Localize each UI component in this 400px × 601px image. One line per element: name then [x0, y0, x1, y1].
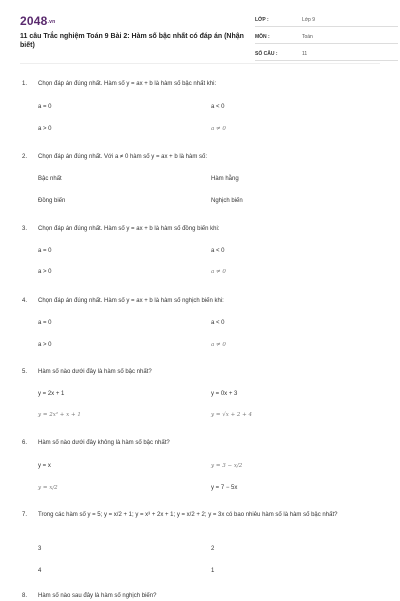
question-number: 7. — [22, 512, 28, 518]
logo-text: 2048 — [20, 14, 48, 28]
question-4 — [22, 297, 378, 306]
answer-option[interactable]: y = 3 − x/2 — [211, 463, 243, 469]
answer-option[interactable]: 4 — [38, 568, 42, 574]
answer-option[interactable]: a = 0 — [38, 104, 52, 110]
question-number: 4. — [22, 298, 28, 304]
answer-option[interactable]: a = 0 — [38, 248, 52, 254]
answer-option[interactable]: y = 2x + 1 — [38, 391, 65, 397]
question-text: Hàm số nào dưới đây là hàm số bậc nhất? — [38, 369, 152, 375]
logo-suffix: .vn — [47, 18, 56, 25]
answer-option[interactable]: a ≠ 0 — [211, 342, 226, 348]
answer-option[interactable]: a < 0 — [211, 320, 225, 326]
question-6 — [22, 439, 378, 448]
answer-option[interactable]: Đồng biến — [38, 198, 66, 204]
document-title: 11 câu Trắc nghiệm Toán 9 Bài 2: Hàm số bậc nhất có đáp án (Nhận biết) — [20, 33, 244, 49]
question-text: Chọn đáp án đúng nhất. Với a ≠ 0 hàm số y = ax + b là hàm số: — [38, 154, 207, 160]
question-text: Hàm số nào dưới đây không là hàm số bậc nhất? — [38, 440, 170, 446]
question-number: 1. — [22, 81, 28, 87]
answer-option[interactable]: 2 — [211, 546, 215, 552]
answer-option[interactable]: a > 0 — [38, 126, 52, 132]
answer-option[interactable]: y = x — [38, 463, 51, 469]
question-stem — [22, 80, 378, 89]
meta-value: Lớp 9 — [302, 17, 316, 23]
meta-row-class — [255, 14, 398, 27]
answer-option[interactable]: y = x/2 — [38, 485, 58, 491]
header-divider — [20, 63, 380, 64]
answer-option[interactable]: y = √x + 2 + 4 — [211, 412, 253, 418]
question-stem — [22, 439, 378, 448]
question-text: Chọn đáp án đúng nhất. Hàm số y = ax + b là hàm số đồng biến khi: — [38, 226, 220, 232]
meta-value: Toán — [302, 34, 313, 40]
answer-option[interactable]: a > 0 — [38, 269, 52, 275]
answer-option[interactable]: a ≠ 0 — [211, 126, 226, 132]
answer-option[interactable]: y = 7 − 5x — [211, 485, 238, 491]
question-number: 2. — [22, 154, 28, 160]
meta-label: LỚP : — [255, 17, 269, 23]
question-1 — [22, 80, 378, 89]
answer-option[interactable]: Bậc nhất — [38, 176, 62, 182]
answer-option[interactable]: 1 — [211, 568, 215, 574]
answer-option[interactable]: a > 0 — [38, 342, 52, 348]
answer-option[interactable]: a ≠ 0 — [211, 269, 226, 275]
question-number: 8. — [22, 593, 28, 599]
question-number: 5. — [22, 369, 28, 375]
question-text: Trong các hàm số y = 5; y = x/2 + 1; y = x³ + 2x + 1; y = x/2 + 2; y = 3x có bao nhiêu hàm số là hàm số bậc nhất? — [38, 512, 338, 518]
question-stem — [22, 225, 378, 234]
answer-option[interactable]: a = 0 — [38, 320, 52, 326]
meta-row-count — [255, 48, 398, 61]
question-5 — [22, 368, 378, 377]
question-number: 3. — [22, 226, 28, 232]
question-text: Chọn đáp án đúng nhất. Hàm số y = ax + b là hàm số bậc nhất khi: — [38, 81, 217, 87]
meta-label: SỐ CÂU : — [255, 51, 278, 57]
question-text: Hàm số nào sau đây là hàm số nghịch biến? — [38, 593, 157, 599]
meta-panel — [255, 14, 398, 65]
document-header — [20, 12, 380, 56]
question-2 — [22, 153, 378, 162]
meta-value: 11 — [302, 51, 308, 57]
meta-label: MÔN : — [255, 34, 270, 40]
question-number: 6. — [22, 440, 28, 446]
question-stem — [22, 297, 378, 306]
site-logo[interactable] — [20, 14, 55, 28]
question-text: Chọn đáp án đúng nhất. Hàm số y = ax + b là hàm số nghịch biến khi: — [38, 298, 224, 304]
question-7 — [22, 511, 378, 520]
question-3 — [22, 225, 378, 234]
meta-row-subject — [255, 31, 398, 44]
answer-option[interactable]: y = 0x + 3 — [211, 391, 238, 397]
answer-option[interactable]: 3 — [38, 546, 42, 552]
answer-option[interactable]: Hàm hằng — [211, 176, 239, 182]
answer-option[interactable]: y = 2x² + x + 1 — [38, 412, 81, 418]
question-stem — [22, 368, 378, 377]
question-stem — [22, 511, 378, 520]
answer-option[interactable]: Nghịch biến — [211, 198, 243, 204]
answer-option[interactable]: a < 0 — [211, 248, 225, 254]
answer-option[interactable]: a < 0 — [211, 104, 225, 110]
question-stem — [22, 153, 378, 162]
